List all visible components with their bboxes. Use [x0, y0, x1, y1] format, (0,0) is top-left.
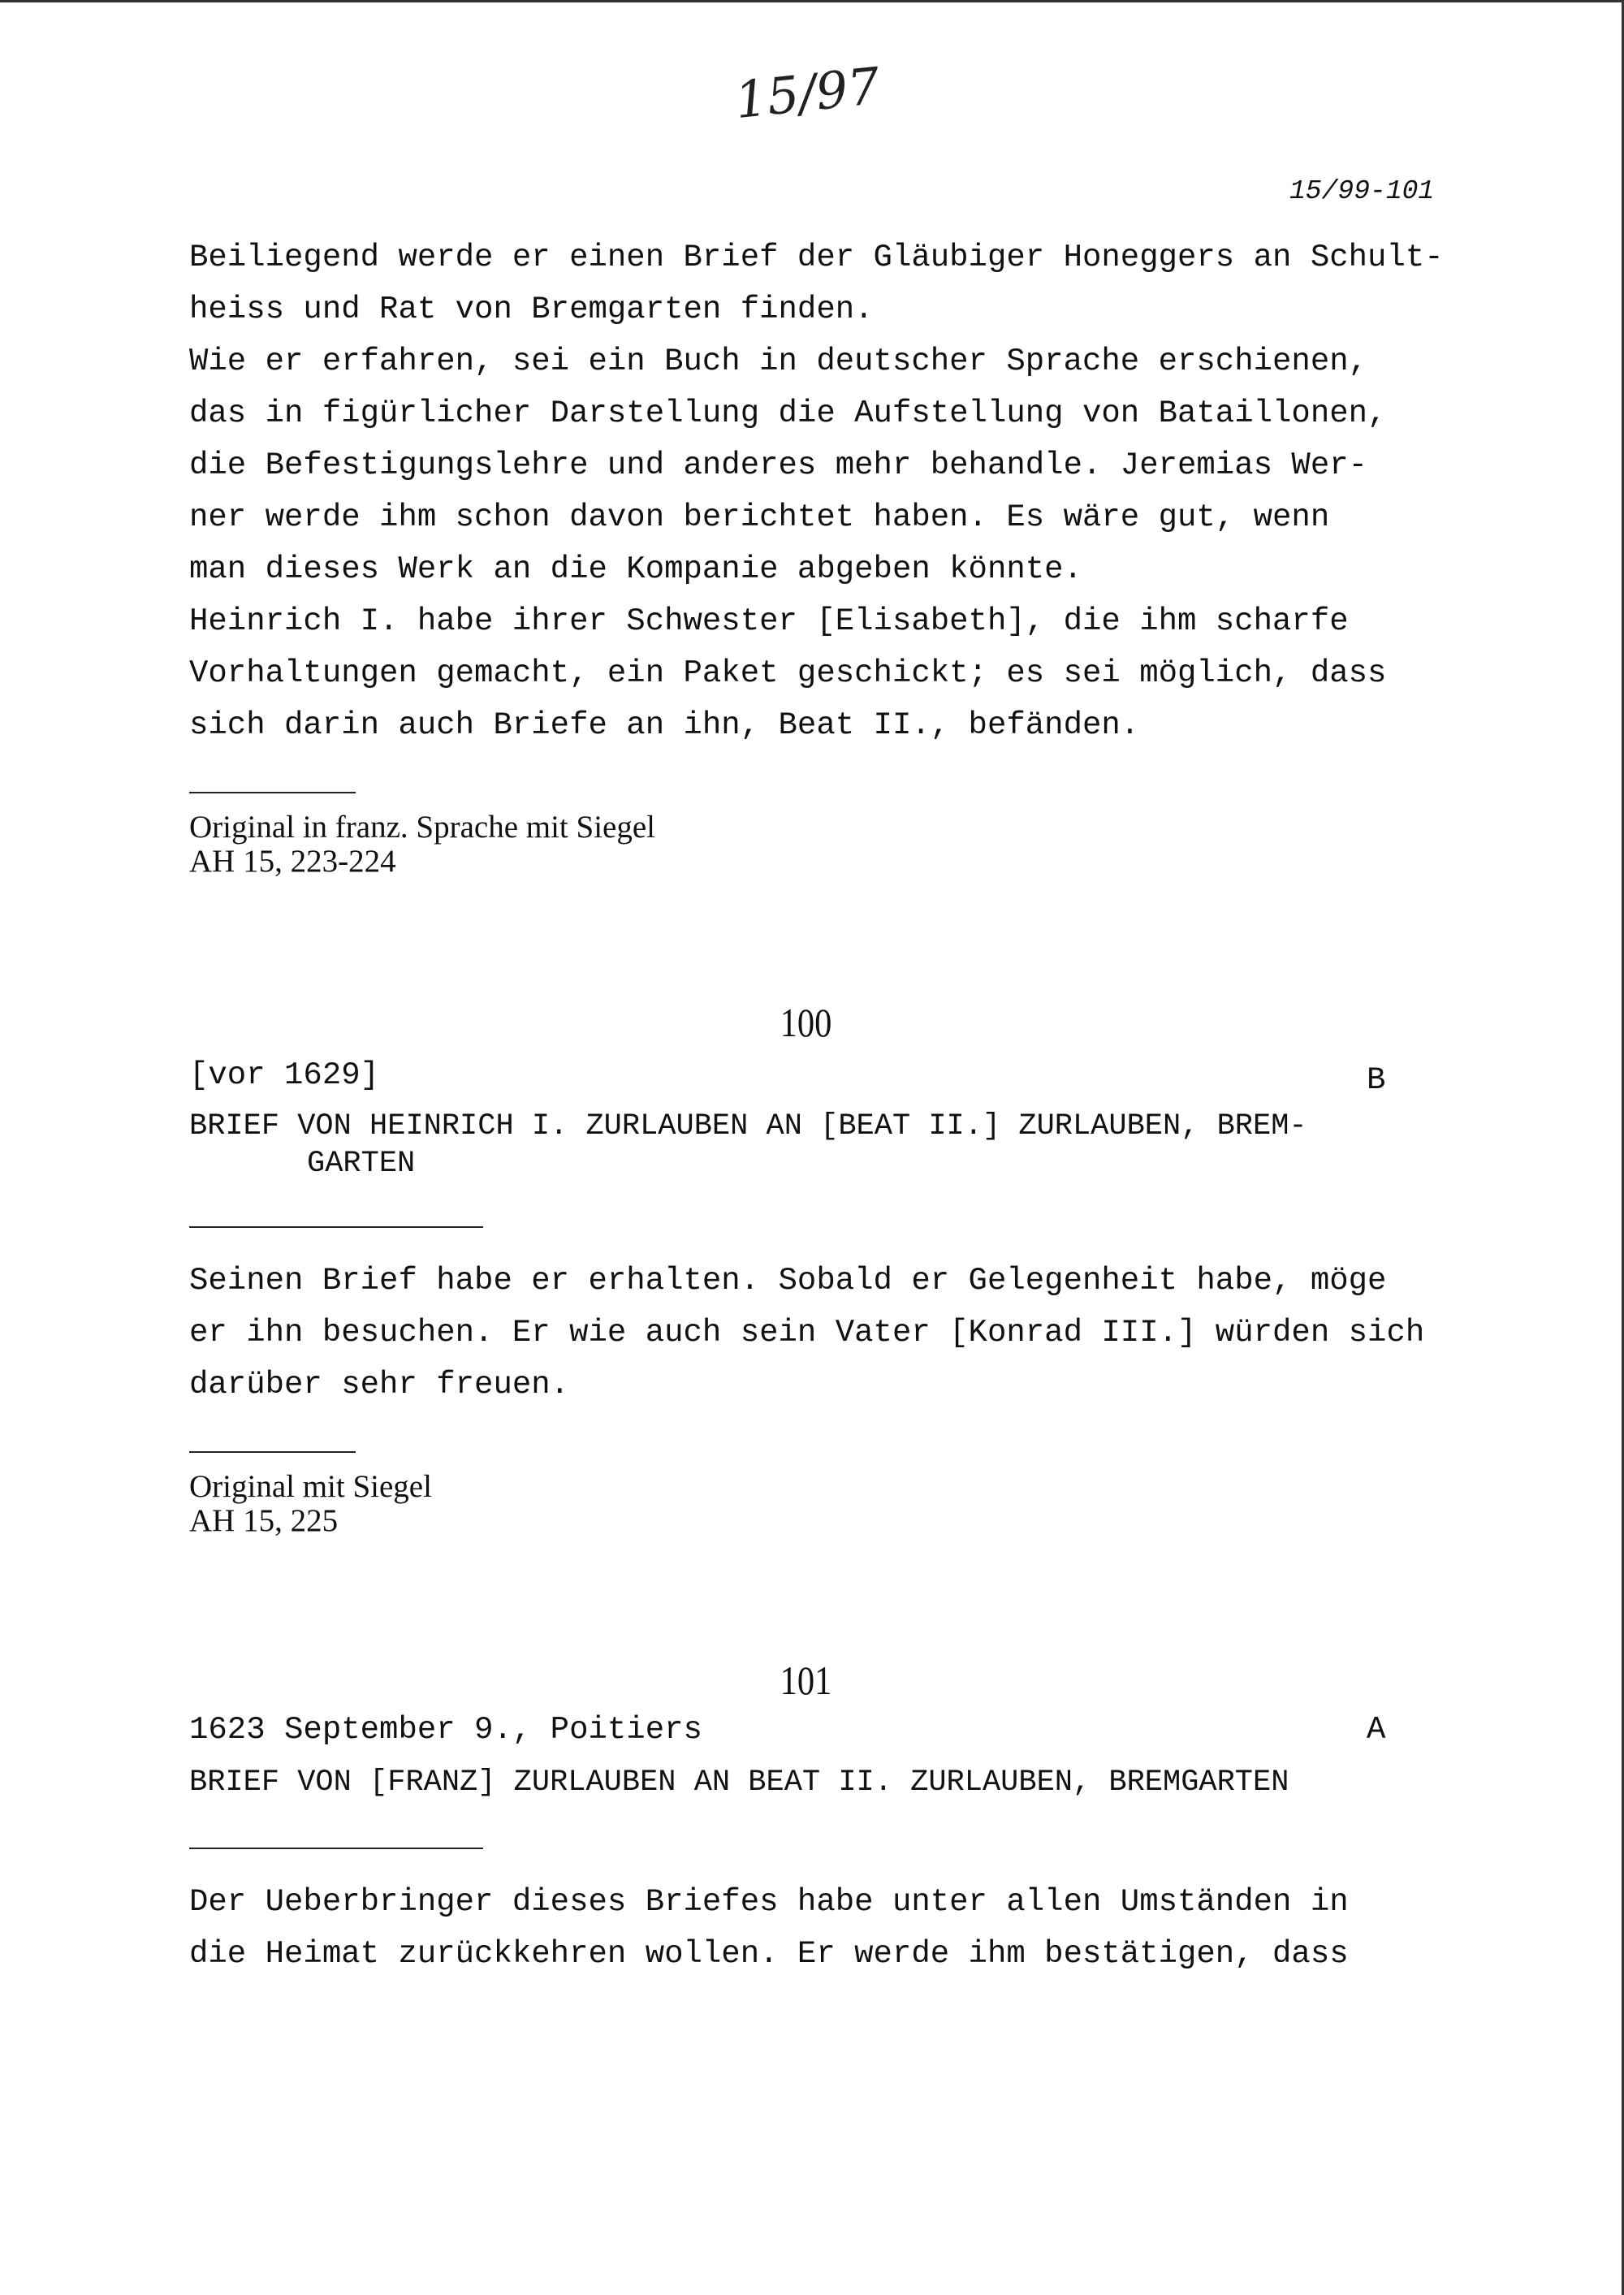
document-heading: [189, 1764, 1289, 1801]
source-note: [189, 1470, 432, 1538]
note-line: AH 15, 225: [189, 1503, 339, 1538]
text-line: Wie er erfahren, sei ein Buch in deutscher Sprache erschienen,: [189, 344, 1368, 379]
heading-rule: [189, 1848, 483, 1849]
scan-edge-top: [0, 0, 1624, 2]
text-line: die Befestigungslehre und anderes mehr behandle. Jeremias Wer-: [189, 447, 1368, 483]
text-line: darüber sehr freuen.: [189, 1367, 570, 1402]
document-number: 101: [780, 1658, 832, 1703]
text-line: das in figürlicher Darstellung die Aufstellung von Bataillonen,: [189, 395, 1387, 431]
document-category: B: [1367, 1062, 1386, 1098]
note-line: Original mit Siegel: [189, 1469, 432, 1504]
text-line: ner werde ihm schon davon berichtet haben. Es wäre gut, wenn: [189, 499, 1330, 535]
heading-line: GARTEN: [307, 1147, 416, 1181]
text-line: er ihn besuchen. Er wie auch sein Vater [Konrad III.] würden sich: [189, 1315, 1425, 1351]
text-line: Heinrich I. habe ihrer Schwester [Elisabeth], die ihm scharfe: [189, 603, 1349, 639]
note-line: AH 15, 223-224: [189, 844, 396, 879]
heading-rule: [189, 1226, 483, 1228]
footnote-rule: [189, 792, 356, 793]
document-number: 100: [780, 1000, 832, 1045]
source-note: [189, 810, 655, 879]
document-category: A: [1367, 1712, 1386, 1748]
text-line: Der Ueberbringer dieses Briefes habe unter allen Umständen in: [189, 1884, 1349, 1920]
top-paragraph: [189, 231, 1444, 751]
document-text: [189, 1255, 1424, 1411]
text-line: die Heimat zurückkehren wollen. Er werde ihm bestätigen, dass: [189, 1936, 1349, 1972]
heading-line: BRIEF VON HEINRICH I. ZURLAUBEN AN [BEAT II.] ZURLAUBEN, BREM-: [189, 1109, 1307, 1143]
document-heading: [189, 1108, 1307, 1182]
handwritten-archive-number: 15/97: [732, 55, 883, 131]
document-text: [189, 1876, 1349, 1980]
heading-line: BRIEF VON [FRANZ] ZURLAUBEN AN BEAT II. ZURLAUBEN, BREMGARTEN: [189, 1766, 1289, 1800]
page-reference: 15/99-101: [1289, 176, 1435, 206]
text-line: Seinen Brief habe er erhalten. Sobald er Gelegenheit habe, möge: [189, 1263, 1387, 1299]
text-line: man dieses Werk an die Kompanie abgeben könnte.: [189, 551, 1082, 587]
footnote-rule: [189, 1451, 356, 1453]
text-line: heiss und Rat von Bremgarten finden.: [189, 292, 874, 327]
note-line: Original in franz. Sprache mit Siegel: [189, 810, 655, 845]
document-date: 1623 September 9., Poitiers: [189, 1712, 702, 1748]
text-line: sich darin auch Briefe an ihn, Beat II., befänden.: [189, 707, 1140, 743]
document-date: [vor 1629]: [189, 1057, 380, 1093]
text-line: Vorhaltungen gemacht, ein Paket geschickt; es sei möglich, dass: [189, 655, 1387, 691]
text-line: Beiliegend werde er einen Brief der Gläubiger Honeggers an Schult-: [189, 240, 1444, 275]
